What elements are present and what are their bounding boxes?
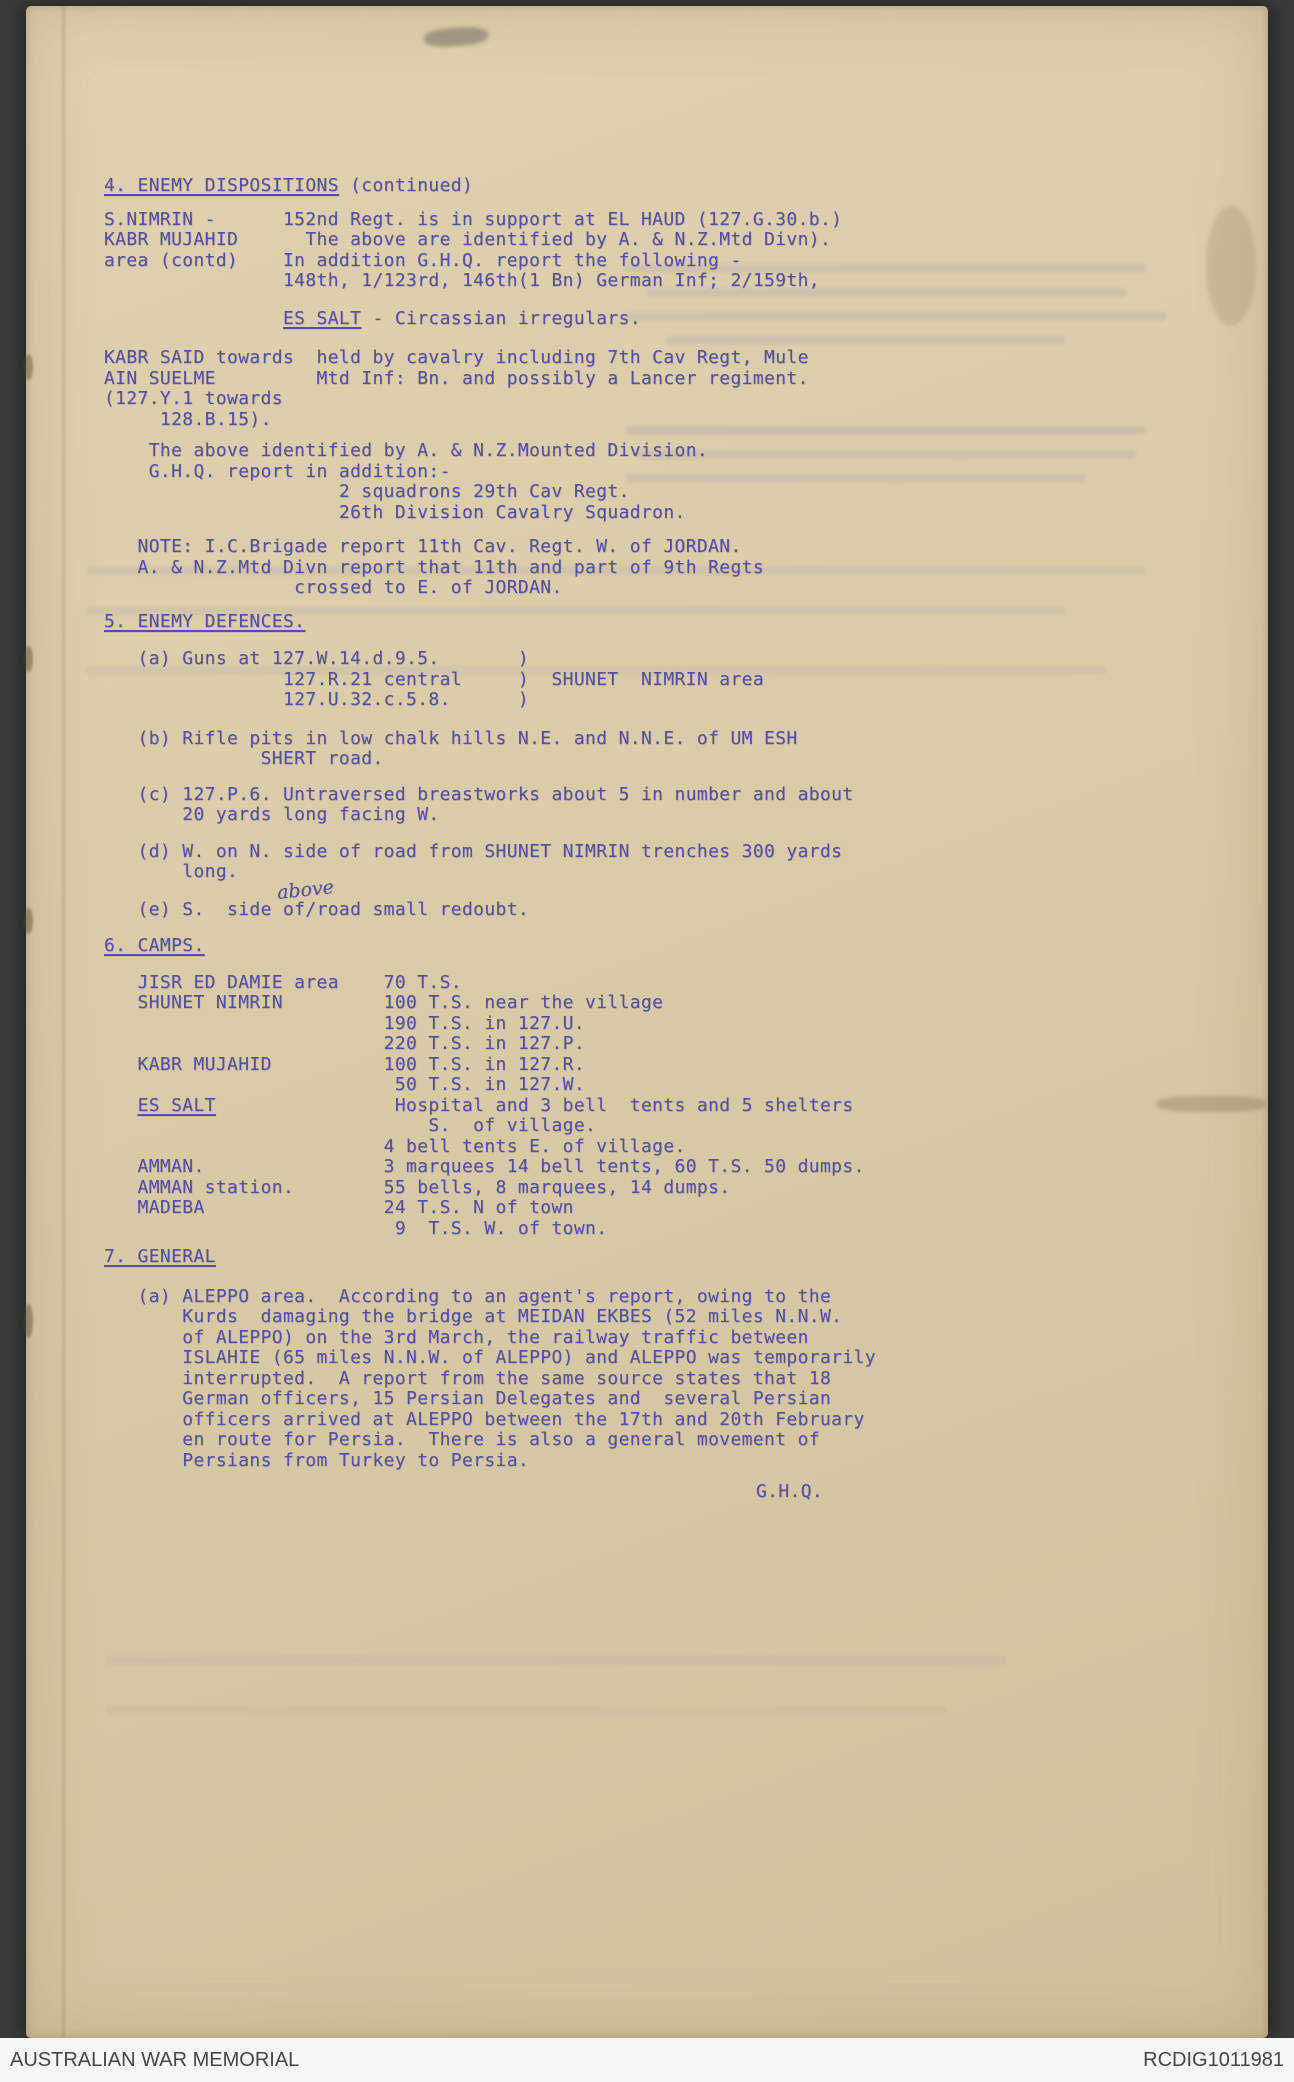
doc-line: G.H.Q. report in addition:- <box>104 460 451 482</box>
doc-line: Persians from Turkey to Persia. <box>104 1449 530 1471</box>
ghq-signature: G.H.Q. <box>756 1481 824 1502</box>
doc-line: NOTE: I.C.Brigade report 11th Cav. Regt. W. of JORDAN. <box>104 536 742 557</box>
doc-line: (c) 127.P.6. Untraversed breastworks about 5 in number and about <box>104 783 854 805</box>
doc-line-part: - Circassian irregulars. <box>361 307 641 329</box>
camp-row-es-salt <box>104 1096 1238 1117</box>
doc-line-part: Hospital and 3 bell tents and 5 shelters <box>215 1094 854 1116</box>
section-5-heading <box>104 612 1238 633</box>
paper-edge-mark <box>24 354 33 380</box>
doc-line: (b) Rifle pits in low chalk hills N.E. and N.N.E. of UM ESH <box>104 727 798 749</box>
doc-line: en route for Persia. There is also a general movement of <box>104 1429 820 1450</box>
section-6-camps-table-top <box>104 973 1238 1096</box>
archive-name: AUSTRALIAN WAR MEMORIAL <box>10 2048 300 2071</box>
doc-line-part <box>104 308 283 329</box>
bleed-line <box>106 1706 946 1715</box>
camp-row: 190 T.S. in 127.U. <box>104 1012 586 1034</box>
doc-line: AIN SUELME Mtd Inf: Bn. and possibly a Lancer regiment. <box>104 367 809 389</box>
section-5-guns <box>104 649 1238 711</box>
section-4-heading <box>104 176 1238 197</box>
camp-row: 50 T.S. in 127.W. <box>104 1074 586 1095</box>
section-4-block-ghq <box>104 441 1238 523</box>
paper-stain <box>423 26 488 48</box>
camp-row: MADEBA 24 T.S. N of town <box>104 1197 574 1218</box>
doc-line: The above identified by A. & N.Z.Mounted Division. <box>104 440 709 461</box>
paper-edge-mark <box>24 646 33 672</box>
doc-line: S.NIMRIN - 152nd Regt. is in support at EL HAUD (127.G.30.b.) <box>104 208 843 230</box>
section-5-rifle-pits <box>104 729 1238 770</box>
paper-edge-mark <box>24 908 33 934</box>
paper-crease <box>62 6 65 2038</box>
insertion-point <box>276 875 336 921</box>
doc-line: Kurds damaging the bridge at MEIDAN EKBES (52 miles N.N.W. <box>104 1306 843 1327</box>
bleed-line <box>106 1656 1006 1665</box>
doc-line: KABR SAID towards held by cavalry including 7th Cav Regt, Mule <box>104 347 809 368</box>
document-content <box>104 176 1238 1503</box>
archive-footer-bar <box>0 2038 1294 2082</box>
paper-edge-mark <box>24 1304 33 1338</box>
doc-line: of ALEPPO) on the 3rd March, the railway traffic between <box>104 1326 809 1348</box>
doc-line: 148th, 1/123rd, 146th(1 Bn) German Inf; 2/159th, <box>104 270 820 291</box>
insertion-caret-icon: / <box>305 898 317 920</box>
camp-row: AMMAN. 3 marquees 14 bell tents, 60 T.S. 50 dumps. <box>104 1156 865 1177</box>
section-4-heading-underlined: 4. ENEMY DISPOSITIONS <box>104 175 339 196</box>
section-5-breastworks <box>104 785 1238 826</box>
handwritten-insertion: above <box>276 875 336 904</box>
section-5-trenches <box>104 842 1238 883</box>
doc-line: 26th Division Cavalry Squadron. <box>104 501 686 523</box>
doc-line: (127.Y.1 towards <box>104 388 283 409</box>
camp-row: JISR ED DAMIE area 70 T.S. <box>104 971 462 993</box>
section-4-block-nimrin <box>104 210 1238 292</box>
doc-line: 2 squadrons 29th Cav Regt. <box>104 481 630 502</box>
camp-row: AMMAN station. 55 bells, 8 marquees, 14 dumps. <box>104 1176 731 1198</box>
section-7-heading <box>104 1247 1238 1268</box>
section-4-block-kabr-said <box>104 348 1238 430</box>
section-7-paragraph <box>104 1287 1238 1472</box>
doc-line: crossed to E. of JORDAN. <box>104 577 563 598</box>
doc-line: 127.R.21 central ) SHUNET NIMRIN area <box>104 668 765 690</box>
archive-id: RCDIG1011981 <box>1143 2048 1284 2071</box>
doc-line: ISLAHIE (65 miles N.N.W. of ALEPPO) and ALEPPO was temporarily <box>104 1347 876 1368</box>
section-5-redoubt-line <box>104 875 1238 921</box>
es-salt-label: ES SALT <box>137 1094 216 1116</box>
doc-line: (a) Guns at 127.W.14.d.9.5. ) <box>104 648 530 669</box>
doc-line: area (contd) In addition G.H.Q. report the following - <box>104 249 742 271</box>
doc-line: interrupted. A report from the same source states that 18 <box>104 1367 832 1389</box>
doc-line-part <box>104 1095 138 1116</box>
camp-row: SHUNET NIMRIN 100 T.S. near the village <box>104 992 664 1013</box>
doc-line: (a) ALEPPO area. According to an agent's report, owing to the <box>104 1285 832 1307</box>
doc-line: 128.B.15). <box>104 408 272 430</box>
doc-line-part: (e) S. side of <box>104 898 306 920</box>
section-6-heading <box>104 936 1238 957</box>
doc-line: 20 yards long facing W. <box>104 804 440 825</box>
camp-row: S. of village. <box>104 1115 597 1136</box>
doc-line-part: road small redoubt. <box>316 898 530 920</box>
section-7-heading-underlined: 7. GENERAL <box>104 1246 216 1267</box>
doc-line: KABR MUJAHID The above are identified by A. & N.Z.Mtd Divn). <box>104 229 832 250</box>
es-salt-line <box>104 309 1238 330</box>
doc-line: German officers, 15 Persian Delegates and several Persian <box>104 1388 832 1409</box>
section-4-heading-suffix: (continued) <box>338 175 474 196</box>
doc-line: 127.U.32.c.5.8. ) <box>104 689 530 710</box>
doc-line: SHERT road. <box>104 748 384 769</box>
section-5-heading-underlined: 5. ENEMY DEFENCES. <box>104 610 306 632</box>
doc-line: officers arrived at ALEPPO between the 17th and 20th February <box>104 1408 865 1430</box>
camp-row: 9 T.S. W. of town. <box>104 1217 608 1239</box>
doc-line: A. & N.Z.Mtd Divn report that 11th and part of 9th Regts <box>104 556 765 578</box>
doc-line: long. <box>104 861 239 882</box>
es-salt-label: ES SALT <box>283 307 362 329</box>
section-4-block-note <box>104 537 1238 599</box>
section-6-camps-table-bottom <box>104 1116 1238 1239</box>
camp-row: KABR MUJAHID 100 T.S. in 127.R. <box>104 1053 586 1075</box>
section-6-heading-underlined: 6. CAMPS. <box>104 935 205 956</box>
doc-line: (d) W. on N. side of road from SHUNET NIMRIN trenches 300 yards <box>104 840 843 862</box>
camp-row: 4 bell tents E. of village. <box>104 1135 686 1157</box>
scanned-paper <box>26 6 1268 2038</box>
camp-row: 220 T.S. in 127.P. <box>104 1033 586 1054</box>
